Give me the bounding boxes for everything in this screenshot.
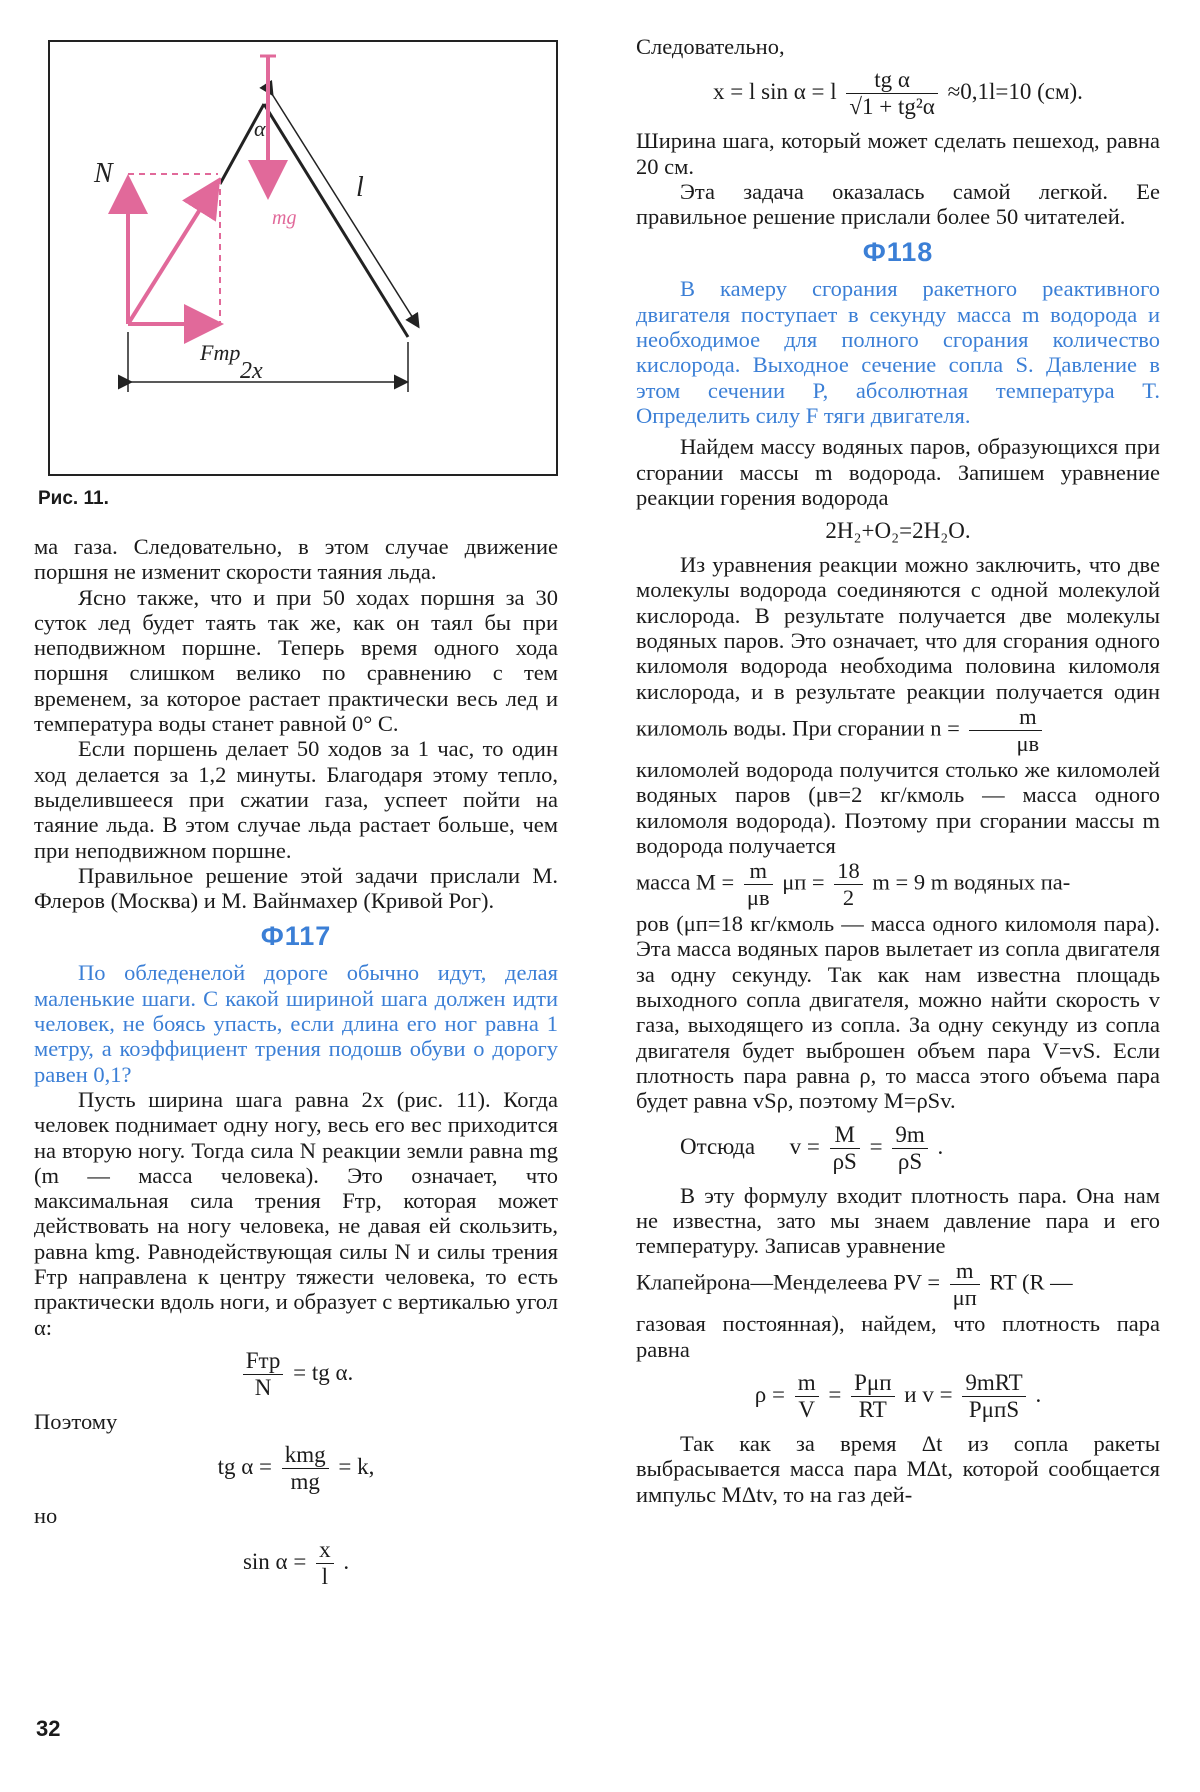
label-n: N bbox=[94, 158, 113, 189]
right-column bbox=[636, 34, 1160, 1507]
formula-friction-ratio: $\frac{\text{Fтр}}{N}$ = tg α. bbox=[34, 1348, 558, 1401]
force-diagram bbox=[50, 42, 556, 474]
formula-velocity: Отсюда v = $\frac{M}{\rho S}$ = $\frac{9m}{\rho S}$ . bbox=[680, 1121, 944, 1174]
resultant-arrow bbox=[128, 184, 216, 324]
paragraph: Эта задача оказалась самой легкой. Ее правильное решение прислали более 50 читателей. bbox=[636, 178, 1160, 230]
paragraph: Пусть ширина шага равна 2x (рис. 11). Когда человек поднимает одну ногу, весь его вес приходится на вторую ногу. Тогда сила N реакции земли равна mg (m — масса человека). Это означает, что максимальная сила трения Fтр, которая может действовать на ногу человека, не давая ей скользить, равна kmg. Равнодействующая силы N и силы трения Fтр направлена к центру тяжести человека, то есть практически вдоль ноги, и образует с вертикалью угол α: bbox=[34, 1086, 558, 1340]
label-alpha: α bbox=[254, 116, 266, 141]
paragraph: В эту формулу входит плотность пара. Она нам не известна, зато мы знаем давление пара и его температуру. Записав уравнение bbox=[636, 1182, 1160, 1259]
left-text bbox=[34, 534, 558, 1598]
label-ftp: Fтр bbox=[200, 340, 241, 365]
page-number: 32 bbox=[36, 1716, 61, 1741]
formula-density: ρ = $\frac{m}{V}$ = $\frac{\text{Pμп}}{RT}$ и v = $\frac{\text{9mRT}}{\text{PμпS}}$ . bbox=[754, 1369, 1042, 1422]
label-2x: 2x bbox=[240, 358, 263, 384]
label-l: l bbox=[356, 172, 364, 203]
paragraph: Ясно также, что и при 50 ходах поршня за 30 суток лед будет таять так же, как он таял бы при неподвижном поршне. Теперь время одного хода поршня слишком велико по сравнению с тем временем, за которое растает практически весь лед и температура воды станет равной 0° С. bbox=[34, 584, 558, 737]
paragraph: Найдем массу водяных паров, образующихся при сгорании массы m водорода. Запишем уравнение реакции горения водорода bbox=[636, 434, 1160, 510]
figure-caption: Рис. 11. bbox=[38, 488, 109, 509]
paragraph: ров (μп=18 кг/кмоль — масса одного киломоля пара). Эта масса водяных паров вылетает из сопла двигателя за одну секунду. Так как нам известна площадь выходного сопла двигателя, можно найти скорость v газа, выходящего из сопла. За одну секунду из сопла двигателя будет выброшен объем пара V=vS. Если плотность пара равна ρ, то масса этого объема пара будет равна vSρ, поэтому M=ρSv. bbox=[636, 911, 1160, 1114]
paragraph: газовая постоянная), найдем, что плотность пара равна bbox=[636, 1311, 1160, 1362]
formula-reaction: 2H₂+O₂=2H₂O. bbox=[825, 518, 971, 544]
paragraph: Поэтому bbox=[34, 1408, 118, 1434]
paragraph-clapeyron: Клапейрона—Менделеева PV = $\frac{m}{\mu п}$ RT (R — bbox=[636, 1258, 1073, 1311]
problem-heading-f118: Ф118 bbox=[862, 237, 934, 268]
paragraph: Из уравнения реакции можно заключить, что две молекулы водорода соединяются с одной молекулой кислорода. В результате получается две молекулы водяных паров. Это означает, что для сгорания одного киломоля водорода необходима половина киломоля кислорода, и в результате реакции получается один киломоль воды. При сгорании n = $\frac{m}{\mu в}$ bbox=[636, 552, 1160, 756]
label-mg: mg bbox=[272, 207, 297, 229]
paragraph: Ширина шага, который может сделать пешеход, равна 20 см. bbox=[636, 128, 1160, 179]
paragraph-mass: масса M = $\frac{m}{\mu в}$ μп = $\frac{18}{2}$ m = 9 m водяных па- bbox=[636, 858, 1071, 911]
problem-statement: В камеру сгорания ракетного реактивного двигателя поступает в секунду масса m водорода и необходимое для полного сгорания количество кислорода. Выходное сечение сопла S. Давление в этом сечении P, абсолютная температура T. Определить силу F тяги двигателя. bbox=[636, 276, 1160, 428]
paragraph: ма газа. Следовательно, в этом случае движение поршня не изменит скорости таяния льда. bbox=[34, 534, 558, 585]
formula-sin-alpha: sin α = $\frac{x}{l}$ . bbox=[242, 1536, 350, 1589]
formula-tg-alpha: tg α = $\frac{\text{kmg}}{mg}$ = k, bbox=[217, 1442, 375, 1495]
figure-11 bbox=[48, 40, 558, 476]
paragraph: Следовательно, bbox=[636, 34, 785, 59]
problem-statement: По обледенелой дороге обычно идут, делая маленькие шаги. С какой шириной шага должен идти человек, не боясь упасть, если длина его ног равна 1 метру, а коэффициент трения подошв обуви о дорогу равен 0,1? bbox=[34, 960, 558, 1087]
formula-step-width: x = l sin α = l $\frac{\text{tg α}}{\text{√1 + tg²α}}$ ≈0,1l=10 (см). bbox=[713, 67, 1083, 120]
paragraph: Так как за время Δt из сопла ракеты выбрасывается масса пара MΔt, которой сообщается импульс MΔtv, то на газ дей- bbox=[636, 1430, 1160, 1507]
paragraph: Правильное решение этой задачи прислали М. Флеров (Москва) и М. Вайнмахер (Кривой Рог). bbox=[34, 862, 558, 914]
paragraph: но bbox=[34, 1503, 58, 1529]
paragraph: киломолей водорода получится столько же киломолей водяных паров (μв=2 кг/кмоль — масса одного киломоля водорода). Поэтому при сгорании массы m водорода получается bbox=[636, 756, 1160, 858]
problem-heading-f117: Ф117 bbox=[260, 921, 332, 952]
paragraph: Если поршень делает 50 ходов за 1 час, то один ход делается за 1,2 минуты. Благодаря этому тепло, выделившееся при сжатии газа, успеет пойти на таяние льда. В этом случае льда растает больше, чем при неподвижном поршне. bbox=[34, 736, 558, 863]
